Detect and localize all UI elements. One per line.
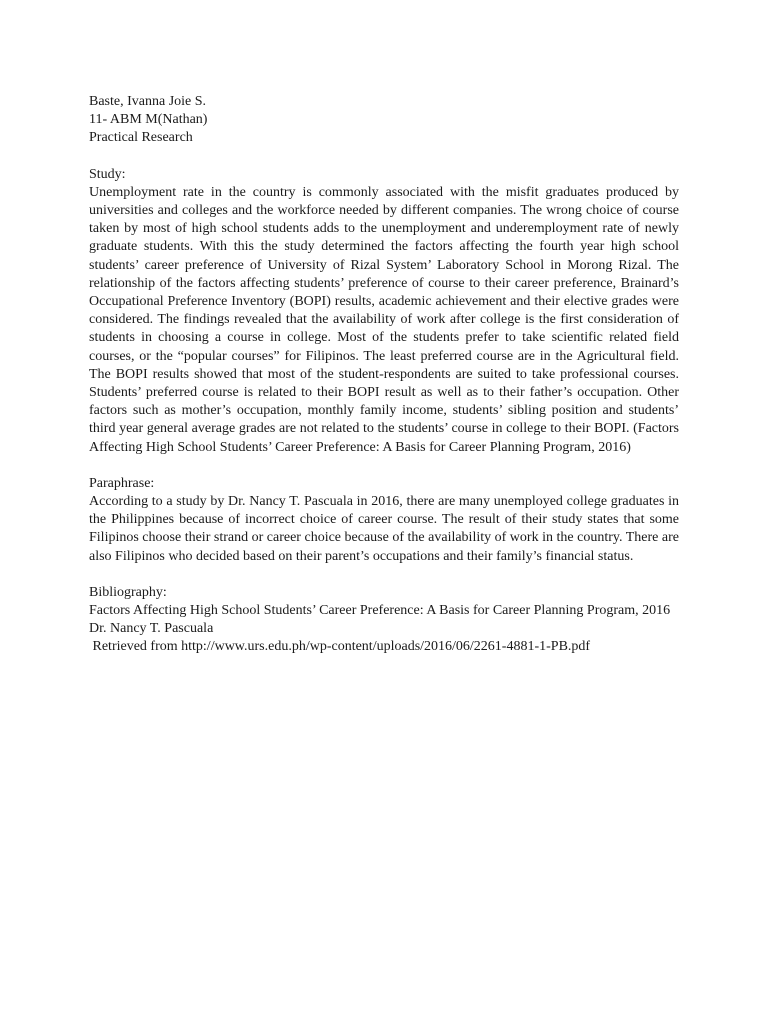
paraphrase-heading: Paraphrase: <box>89 475 155 491</box>
student-name: Baste, Ivanna Joie S. <box>89 94 207 109</box>
subject-name: Practical Research <box>89 130 193 146</box>
document-page <box>89 93 679 657</box>
bibliography-author: Dr. Nancy T. Pascuala <box>89 621 214 637</box>
study-section <box>89 166 679 457</box>
spacer <box>89 148 679 166</box>
paraphrase-body: According to a study by Dr. Nancy T. Pascuala in 2016, there are many unemployed college graduates in the Philippines because of incorrect choice of career course. The result of their study states that some Filipinos choose their strand or career choice because of the availability of work in the country. There are also Filipinos who decided based on their parent’s occupations and their family’s financial status. <box>89 494 679 564</box>
spacer <box>89 566 679 584</box>
bibliography-heading: Bibliography: <box>89 584 167 600</box>
bibliography-section <box>89 584 679 657</box>
paraphrase-section <box>89 475 679 566</box>
spacer <box>89 457 679 475</box>
study-heading: Study: <box>89 166 126 182</box>
bibliography-title: Factors Affecting High School Students’ Career Preference: A Basis for Career Planning Program, 2016 <box>89 603 671 619</box>
study-body: Unemployment rate in the country is commonly associated with the misfit graduates produced by universities and colleges and the workforce needed by different companies. The wrong choice of course taken by most of high school students adds to the unemployment and underemployment rate of newly graduate students. With this the study determined the factors affecting the fourth year high school students’ career preference of University of Rizal System’ Laboratory School in Morong Rizal. The relationship of the factors affecting students’ preference of course to their career preference, Brainard’s Occupational Preference Inventory (BOPI) results, academic achievement and their elective grades were considered. The findings revealed that the availability of work after college is the first consideration of students in choosing a course in college. Most of the students prefer to take scientific related field courses, or the “popular courses” for Filipinos. The least preferred course are in the Agricultural field. The BOPI results showed that most of the student-respondents are suited to take professional courses. Students’ preferred course is related to their BOPI result as well as to their father’s occupation. Other factors such as mother’s occupation, monthly family income, students’ sibling position and students’ third year general average grades are not related to the students’ course in college to their BOPI. (Factors Affecting High School Students’ Career Preference: A Basis for Career Planning Program, 2016) <box>89 184 679 455</box>
student-section: 11- ABM M(Nathan) <box>89 112 208 128</box>
header-block <box>89 93 679 148</box>
bibliography-retrieved: Retrieved from http://www.urs.edu.ph/wp-content/uploads/2016/06/2261-4881-1-PB.pdf <box>89 639 591 655</box>
